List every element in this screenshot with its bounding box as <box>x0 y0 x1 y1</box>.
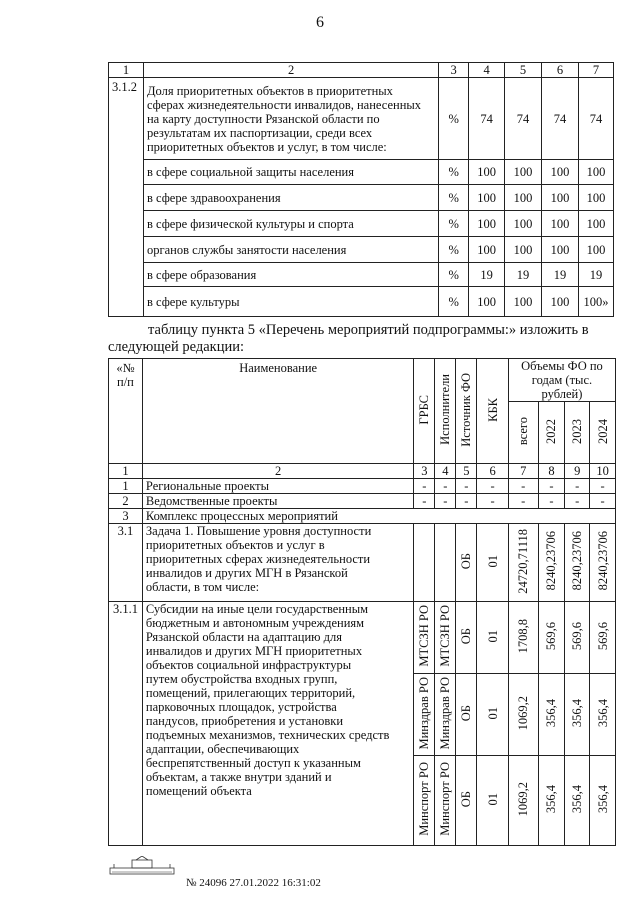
value <box>565 602 590 674</box>
unit: % <box>439 185 469 211</box>
unit: % <box>439 78 469 160</box>
h-isp-text: Исполнители <box>438 374 453 445</box>
value: 100 <box>505 287 542 317</box>
value-text: 569,6 <box>570 621 585 651</box>
line: объектам, а также внутри зданий и <box>145 770 332 784</box>
value: 74 <box>469 78 505 160</box>
line: адаптации, обеспечивающих <box>145 742 300 756</box>
row-code: 3.1.2 <box>109 78 144 317</box>
row-name: Ведомственные проекты <box>142 494 413 509</box>
dash: - <box>435 479 456 494</box>
dash: - <box>456 479 477 494</box>
col-num: 1 <box>109 464 143 479</box>
line: на карту доступности Рязанской области по <box>146 111 380 126</box>
dash: - <box>538 494 565 509</box>
isp <box>435 756 456 846</box>
grbs-text: Минспорт РО <box>417 762 432 836</box>
h-isp <box>435 359 456 464</box>
h-year-text: 2022 <box>544 418 559 444</box>
t2-row-departmental <box>109 494 616 509</box>
value: 100 <box>469 237 505 263</box>
line: помещений, прилегающих территорий, <box>145 686 356 700</box>
src <box>456 674 477 756</box>
value: 100 <box>578 160 613 185</box>
line: путем обустройства входных групп, <box>145 672 338 686</box>
empty-cell <box>435 524 456 602</box>
empty-cell <box>414 524 435 602</box>
row-name: в сфере образования <box>143 263 438 287</box>
kbk-text: 01 <box>485 554 500 568</box>
src <box>456 756 477 846</box>
value: 100 <box>469 160 505 185</box>
grbs <box>414 602 435 674</box>
value <box>538 756 565 846</box>
row-num: 1 <box>109 479 143 494</box>
kbk-text: 01 <box>485 629 500 643</box>
value: 100 <box>578 211 613 237</box>
value <box>508 674 538 756</box>
line: Субсидии на иные цели государственным <box>145 602 369 616</box>
th-1: 1 <box>109 63 144 78</box>
col-num: 8 <box>538 464 565 479</box>
line: парковочных площадок, устройства <box>145 700 337 714</box>
value: 100 <box>505 185 542 211</box>
col-num: 3 <box>414 464 435 479</box>
h-year-text: 2023 <box>570 418 585 444</box>
value: 19 <box>505 263 542 287</box>
value <box>508 602 538 674</box>
row-num: 3 <box>109 509 143 524</box>
col-num: 6 <box>477 464 509 479</box>
value-text: 8240,23706 <box>570 531 585 591</box>
h-num-2: п/п <box>117 375 134 389</box>
value <box>590 602 616 674</box>
h-year <box>590 402 616 464</box>
value: 100 <box>505 237 542 263</box>
line: сферах жизнедеятельности инвалидов, нанесенных <box>146 97 422 112</box>
row-name: органов службы занятости населения <box>143 237 438 263</box>
value: 74 <box>578 78 613 160</box>
row-name: в сфере социальной защиты населения <box>143 160 438 185</box>
value: 100 <box>542 287 579 317</box>
grbs <box>414 674 435 756</box>
dash: - <box>477 479 509 494</box>
value-text: 1708,8 <box>516 618 531 654</box>
line: Рязанской области на адаптацию для <box>145 630 342 644</box>
h-name: Наименование <box>142 359 413 464</box>
instruction-line-2: следующей редакции: <box>108 339 245 355</box>
dash: - <box>590 494 616 509</box>
value-text: 356,4 <box>544 698 559 728</box>
h-src <box>456 359 477 464</box>
kbk <box>477 674 509 756</box>
value: 19 <box>542 263 579 287</box>
line: инвалидов и других МГН приоритетных <box>145 644 363 658</box>
t2-header-row <box>109 359 616 402</box>
value-text: 356,4 <box>570 784 585 814</box>
table1-row <box>109 211 614 237</box>
h-total <box>508 402 538 464</box>
h-num <box>109 359 143 464</box>
value: 100 <box>505 160 542 185</box>
grbs-text: МТСЗН РО <box>417 605 432 667</box>
table1-row <box>109 237 614 263</box>
dash: - <box>414 479 435 494</box>
value-text: 569,6 <box>595 621 610 651</box>
value-text: 569,6 <box>544 621 559 651</box>
kbk-text: 01 <box>485 792 500 806</box>
h-year-text: 2024 <box>595 418 610 444</box>
isp <box>435 602 456 674</box>
h-kbk <box>477 359 509 464</box>
table1-row <box>109 263 614 287</box>
value: 100 <box>542 160 579 185</box>
th-3: 3 <box>439 63 469 78</box>
instruction-line-1: таблицу пункта 5 «Перечень мероприятий подпрограммы:» изложить в <box>148 322 589 338</box>
line: помещений объекта <box>145 784 252 798</box>
value: 100» <box>578 287 613 317</box>
col-num: 4 <box>435 464 456 479</box>
line: Доля приоритетных объектов в приоритетных <box>146 83 393 98</box>
t2-row-task <box>109 524 616 602</box>
value: 100 <box>469 211 505 237</box>
t2-sub-row <box>109 602 616 674</box>
src <box>456 602 477 674</box>
isp-text: Минздрав РО <box>438 676 453 750</box>
h-year <box>565 402 590 464</box>
line: области, в том числе: <box>145 580 260 594</box>
dash: - <box>565 494 590 509</box>
line: подъемных механизмов, технических средств <box>145 728 390 742</box>
value-text: 8240,23706 <box>595 531 610 591</box>
value <box>538 674 565 756</box>
unit: % <box>439 211 469 237</box>
t2-row-regional <box>109 479 616 494</box>
row-name: в сфере культуры <box>143 287 438 317</box>
line: инвалидов и других МГН в Рязанской <box>145 566 348 580</box>
row-num: 3.1.1 <box>109 602 143 846</box>
h-year <box>538 402 565 464</box>
src-text: ОБ <box>459 790 474 808</box>
value-text: 24720,71118 <box>516 528 531 594</box>
kbk <box>477 602 509 674</box>
unit: % <box>439 237 469 263</box>
value-text: 356,4 <box>595 698 610 728</box>
dash: - <box>538 479 565 494</box>
value-text: 356,4 <box>570 698 585 728</box>
registration-number: № 24096 27.01.2022 16:31:02 <box>186 877 321 889</box>
value-text: 1069,2 <box>516 781 531 817</box>
value: 100 <box>505 211 542 237</box>
kbk-text: 01 <box>485 706 500 720</box>
indicators-table <box>108 62 614 317</box>
h-grbs <box>414 359 435 464</box>
table1-main-row <box>109 78 614 160</box>
dash: - <box>456 494 477 509</box>
unit: % <box>439 287 469 317</box>
indicator-name <box>143 78 438 160</box>
col-num: 9 <box>565 464 590 479</box>
value: 100 <box>578 237 613 263</box>
h-src-text: Источник ФО <box>459 372 474 447</box>
measures-table <box>108 358 616 846</box>
value: 100 <box>542 211 579 237</box>
h-grbs-text: ГРБС <box>417 394 432 425</box>
value: 100 <box>578 185 613 211</box>
sub-name <box>142 602 413 846</box>
line: Задача 1. Повышение уровня доступности <box>145 524 372 538</box>
dash: - <box>590 479 616 494</box>
h-vol-1: Объемы ФО по <box>521 359 603 373</box>
row-name: в сфере здравоохранения <box>143 185 438 211</box>
value <box>508 756 538 846</box>
line: объектов социальной инфраструктуры <box>145 658 352 672</box>
value-text: 356,4 <box>544 784 559 814</box>
h-num-1: «№ <box>116 361 135 375</box>
value <box>508 524 538 602</box>
th-5: 5 <box>505 63 542 78</box>
line: бюджетным и автономным учреждениям <box>145 616 365 630</box>
isp-text: МТСЗН РО <box>438 605 453 667</box>
row-num: 3.1 <box>109 524 143 602</box>
line: пандусов, приобретения и установки <box>145 714 344 728</box>
col-num: 5 <box>456 464 477 479</box>
col-num: 7 <box>508 464 538 479</box>
line: беспрепятственный доступ к указанным <box>145 756 361 770</box>
isp <box>435 674 456 756</box>
dash: - <box>477 494 509 509</box>
t2-row-complex <box>109 509 616 524</box>
value: 100 <box>469 185 505 211</box>
task-name <box>142 524 413 602</box>
th-6: 6 <box>542 63 579 78</box>
value: 74 <box>505 78 542 160</box>
t2-number-row <box>109 464 616 479</box>
row-num: 2 <box>109 494 143 509</box>
dash: - <box>508 494 538 509</box>
line: приоритетных объектов и услуг в <box>145 538 325 552</box>
line: результатам их паспортизации, среди всех <box>146 125 373 140</box>
value-text: 356,4 <box>595 784 610 814</box>
unit: % <box>439 160 469 185</box>
col-num: 10 <box>590 464 616 479</box>
h-vol-2: годам (тыс. рублей) <box>531 373 593 401</box>
kbk <box>477 524 509 602</box>
value-text: 1069,2 <box>516 695 531 731</box>
value <box>565 674 590 756</box>
isp-text: Минспорт РО <box>438 762 453 836</box>
unit: % <box>439 263 469 287</box>
value: 19 <box>578 263 613 287</box>
th-4: 4 <box>469 63 505 78</box>
line: приоритетных сферах жизнедеятельности <box>145 552 371 566</box>
value: 100 <box>542 185 579 211</box>
value-text: 8240,23706 <box>544 531 559 591</box>
dash: - <box>508 479 538 494</box>
value <box>565 524 590 602</box>
th-2: 2 <box>143 63 438 78</box>
grbs-text: Минздрав РО <box>417 676 432 750</box>
value: 74 <box>542 78 579 160</box>
value: 100 <box>469 287 505 317</box>
value <box>538 602 565 674</box>
h-volume <box>508 359 615 402</box>
kbk <box>477 756 509 846</box>
dash: - <box>414 494 435 509</box>
h-total-text: всего <box>516 416 531 446</box>
value: 100 <box>542 237 579 263</box>
row-name: в сфере физической культуры и спорта <box>143 211 438 237</box>
row-name: Комплекс процессных мероприятий <box>142 509 615 524</box>
th-7: 7 <box>578 63 613 78</box>
value <box>590 674 616 756</box>
line: приоритетных объектов и услуг, в том числе: <box>146 139 387 154</box>
value <box>590 756 616 846</box>
col-num: 2 <box>142 464 413 479</box>
value <box>538 524 565 602</box>
src-text: ОБ <box>459 704 474 722</box>
row-name: Региональные проекты <box>142 479 413 494</box>
h-kbk-text: КБК <box>485 397 500 422</box>
dash: - <box>565 479 590 494</box>
src-text: ОБ <box>459 552 474 570</box>
grbs <box>414 756 435 846</box>
value: 19 <box>469 263 505 287</box>
table1-row <box>109 185 614 211</box>
table1-row <box>109 287 614 317</box>
src-text: ОБ <box>459 627 474 645</box>
dash: - <box>435 494 456 509</box>
src <box>456 524 477 602</box>
value <box>590 524 616 602</box>
registry-stamp-icon <box>108 856 176 876</box>
table1-header-row <box>109 63 614 78</box>
page-number: 6 <box>316 14 324 31</box>
value <box>565 756 590 846</box>
table1-row <box>109 160 614 185</box>
